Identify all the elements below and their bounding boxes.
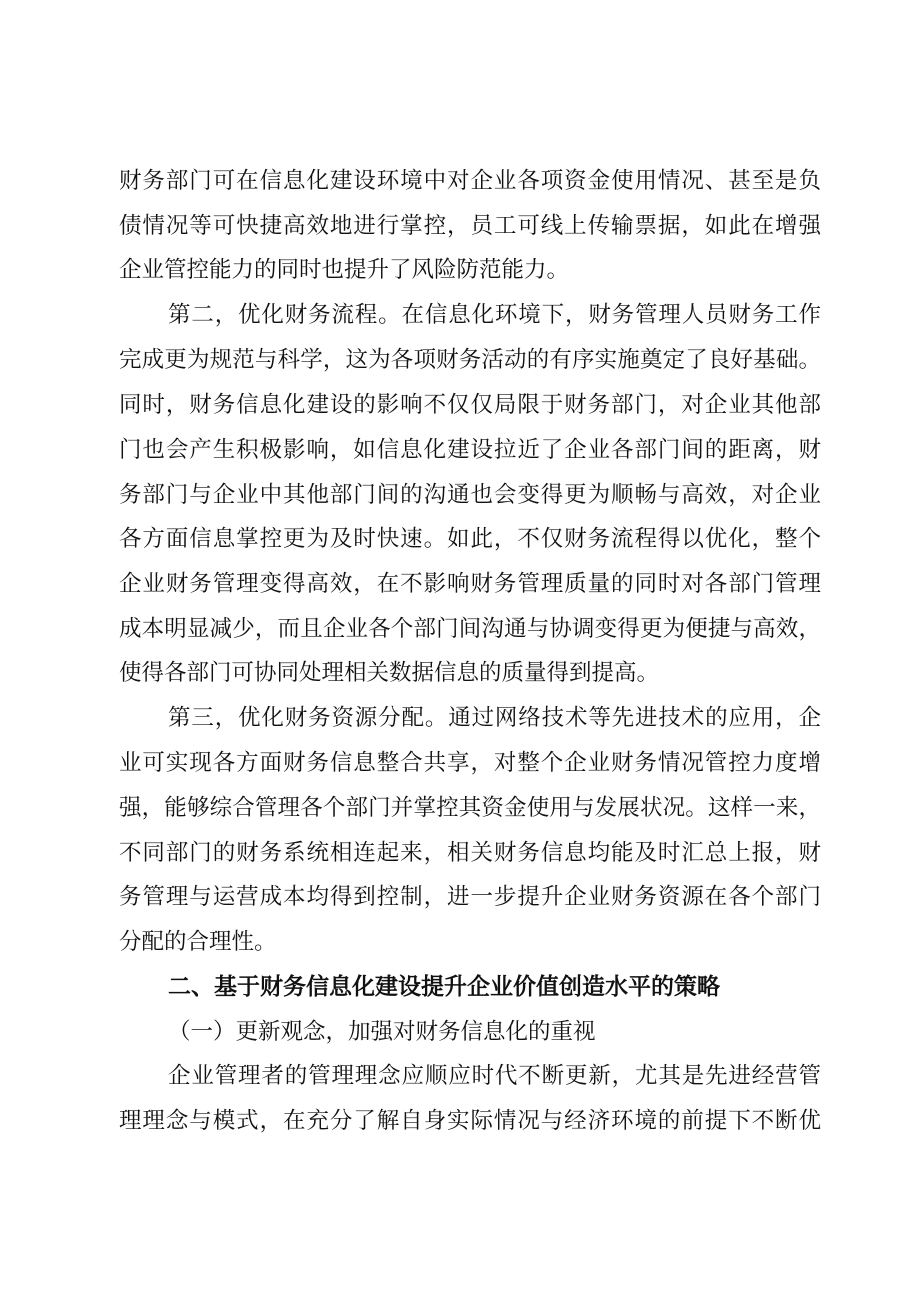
paragraph-3-line-1: 第三，优化财务资源分配。通过网络技术等先进技术的应用，企 [168,705,821,731]
paragraph-2-line-9: 使得各部门可协同处理相关数据信息的质量得到提高。 [119,660,660,686]
paragraph-4-line-1: 企业管理者的管理理念应顺应时代不断更新，尤其是先进经营管 [168,1063,821,1089]
paragraph-3-line-5: 务管理与运营成本均得到控制，进一步提升企业财务资源在各个部门 [119,884,821,910]
paragraph-2-line-6: 各方面信息掌控更为及时快速。如此，不仅财务流程得以优化，整个 [119,526,821,552]
paragraph-3-line-3: 强，能够综合管理各个部门并掌控其资金使用与发展状况。这样一来， [119,795,821,821]
paragraph-2-line-8: 成本明显减少，而且企业各个部门间沟通与协调变得更为便捷与高效， [119,616,821,642]
paragraph-2-line-7: 企业财务管理变得高效，在不影响财务管理质量的同时对各部门管理 [119,571,821,597]
section-heading: 二、基于财务信息化建设提升企业价值创造水平的策略 [168,974,720,1000]
paragraph-2-line-4: 门也会产生积极影响，如信息化建设拉近了企业各部门间的距离，财 [119,437,821,463]
paragraph-1-line-2: 债情况等可快捷高效地进行掌控，员工可线上传输票据，如此在增强 [119,213,821,239]
paragraph-2-line-2: 完成更为规范与科学，这为各项财务活动的有序实施奠定了良好基础。 [119,347,821,373]
paragraph-2-line-5: 务部门与企业中其他部门间的沟通也会变得更为顺畅与高效，对企业 [119,482,821,508]
paragraph-3-line-4: 不同部门的财务系统相连起来，相关财务信息均能及时汇总上报，财 [119,840,821,866]
subsection-heading: （一）更新观念，加强对财务信息化的重视 [168,1019,596,1045]
paragraph-4-line-2: 理理念与模式，在充分了解自身实际情况与经济环境的前提下不断优 [119,1108,821,1134]
paragraph-2-line-3: 同时，财务信息化建设的影响不仅仅局限于财务部门，对企业其他部 [119,392,821,418]
paragraph-3-line-6: 分配的合理性。 [119,929,277,955]
paragraph-1-line-3: 企业管控能力的同时也提升了风险防范能力。 [119,257,570,283]
paragraph-1-line-1: 财务部门可在信息化建设环境中对企业各项资金使用情况、甚至是负 [119,168,821,194]
paragraph-2-line-1: 第二，优化财务流程。在信息化环境下，财务管理人员财务工作 [168,302,821,328]
paragraph-3-line-2: 业可实现各方面财务信息整合共享，对整个企业财务情况管控力度增 [119,750,821,776]
